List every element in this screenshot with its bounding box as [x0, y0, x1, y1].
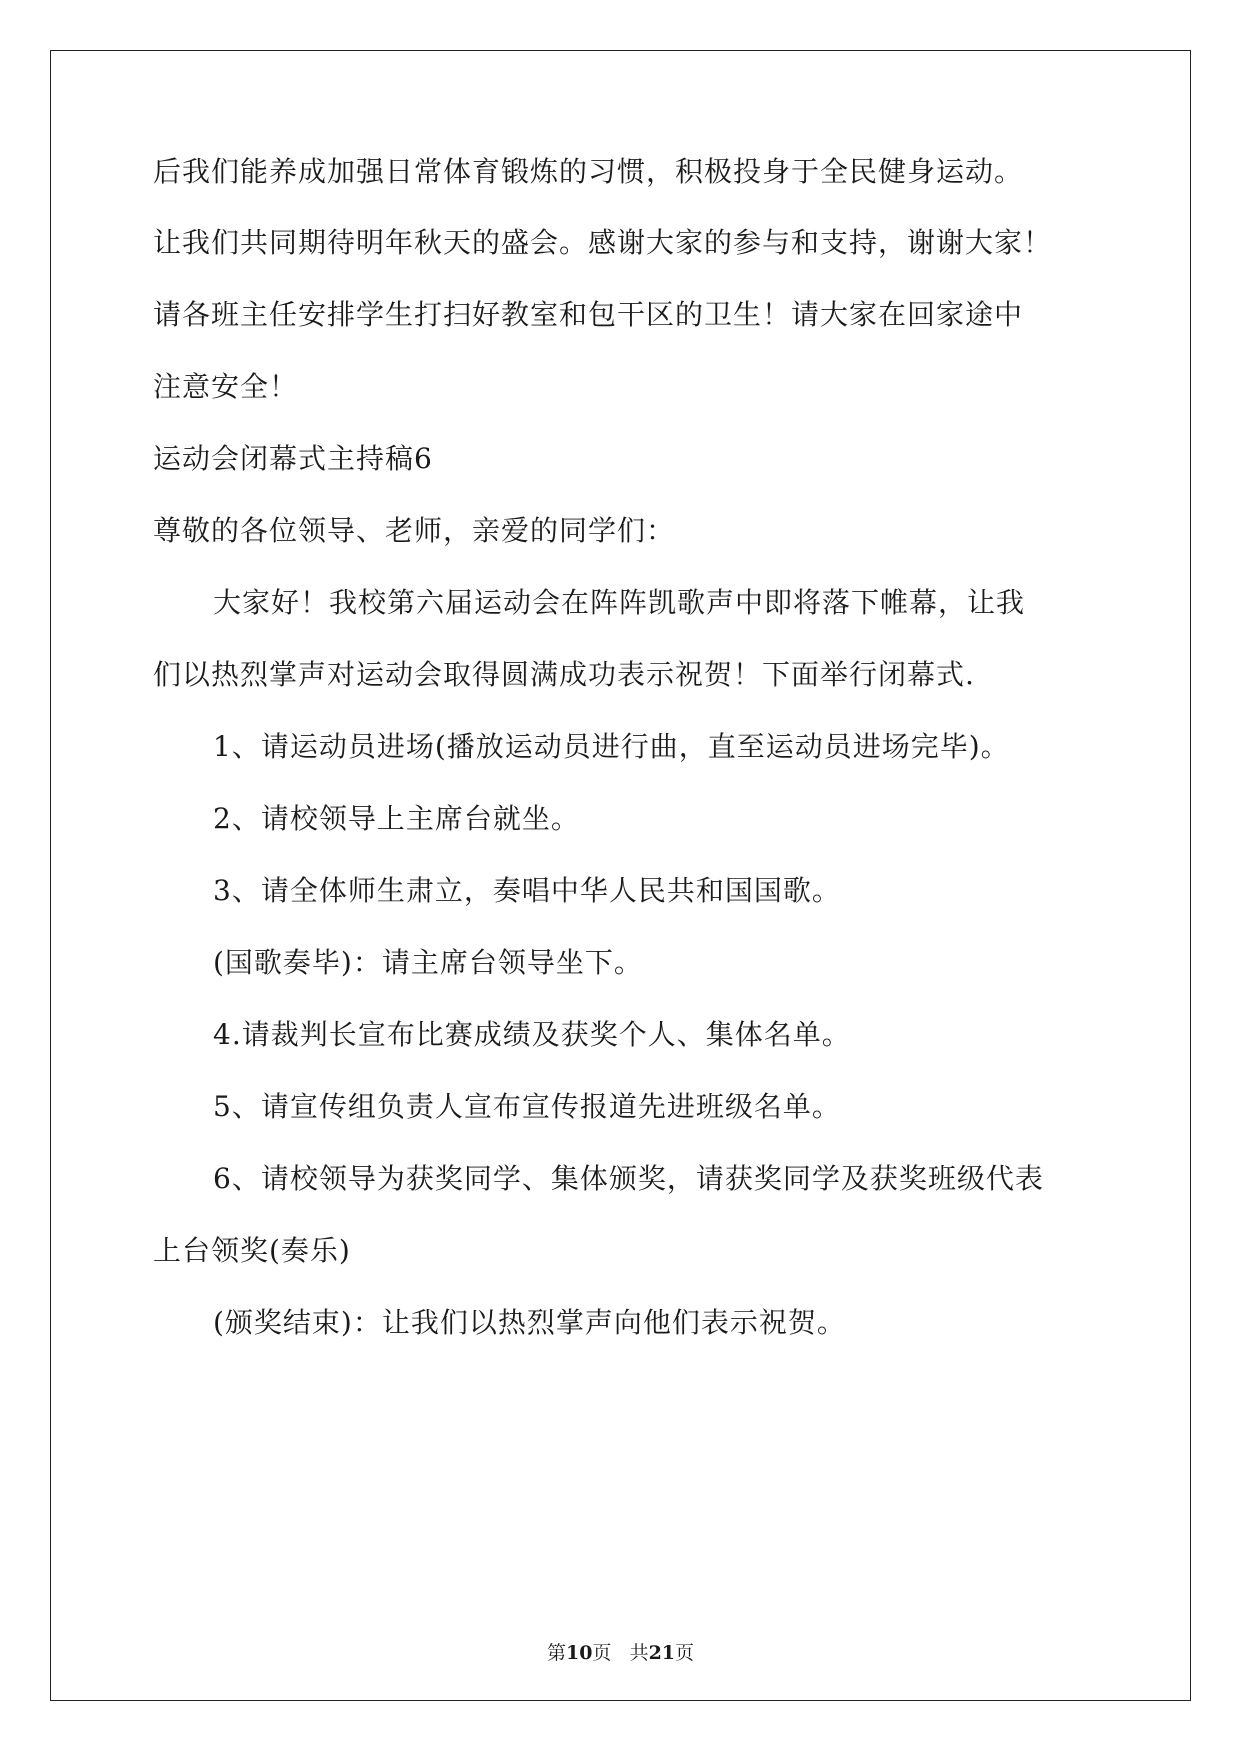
- body-line-2: 让我们共同期待明年秋天的盛会。感谢大家的参与和支持，谢谢大家！: [153, 226, 1053, 259]
- page-number: 10: [565, 1642, 593, 1664]
- list-item-2: 2、请校领导上主席台就坐。: [213, 802, 580, 835]
- body-line-3: 请各班主任安排学生打扫好教室和包干区的卫生！请大家在回家途中: [153, 298, 1024, 331]
- list-item-5: 5、请宣传组负责人宣布宣传报道先进班级名单。: [213, 1090, 841, 1123]
- salutation: 尊敬的各位领导、老师，亲爱的同学们：: [153, 514, 676, 547]
- page-suffix: 页: [592, 1642, 612, 1664]
- list-item-6-continued: 上台领奖(奏乐): [153, 1234, 351, 1267]
- page-footer: [0, 1641, 1241, 1665]
- list-item-3: 3、请全体师生肃立，奏唱中华人民共和国国歌。: [213, 874, 841, 907]
- list-item-1: 1、请运动员进场(播放运动员进行曲，直至运动员进场完毕)。: [213, 730, 1010, 763]
- total-pages: 21: [648, 1642, 676, 1664]
- page-prefix: 第: [546, 1642, 566, 1664]
- total-suffix: 页: [675, 1642, 695, 1664]
- section-title: 运动会闭幕式主持稿6: [153, 442, 433, 475]
- total-prefix: 共: [629, 1642, 649, 1664]
- list-item-4: 4.请裁判长宣布比赛成绩及获奖个人、集体名单。: [213, 1018, 851, 1051]
- body-line-4: 注意安全！: [153, 370, 299, 403]
- body-line-8: 们以热烈掌声对运动会取得圆满成功表示祝贺！下面举行闭幕式.: [153, 658, 975, 691]
- list-item-6: 6、请校领导为获奖同学、集体颁奖，请获奖同学及获奖班级代表: [213, 1162, 1044, 1195]
- body-line-7: 大家好！我校第六届运动会在阵阵凯歌声中即将落下帷幕，让我: [213, 586, 1026, 619]
- list-note-award: (颁奖结束)：让我们以热烈掌声向他们表示祝贺。: [213, 1306, 846, 1339]
- body-line-1: 后我们能养成加强日常体育锻炼的习惯，积极投身于全民健身运动。: [153, 155, 1024, 188]
- list-note-anthem: (国歌奏毕)：请主席台领导坐下。: [213, 946, 643, 979]
